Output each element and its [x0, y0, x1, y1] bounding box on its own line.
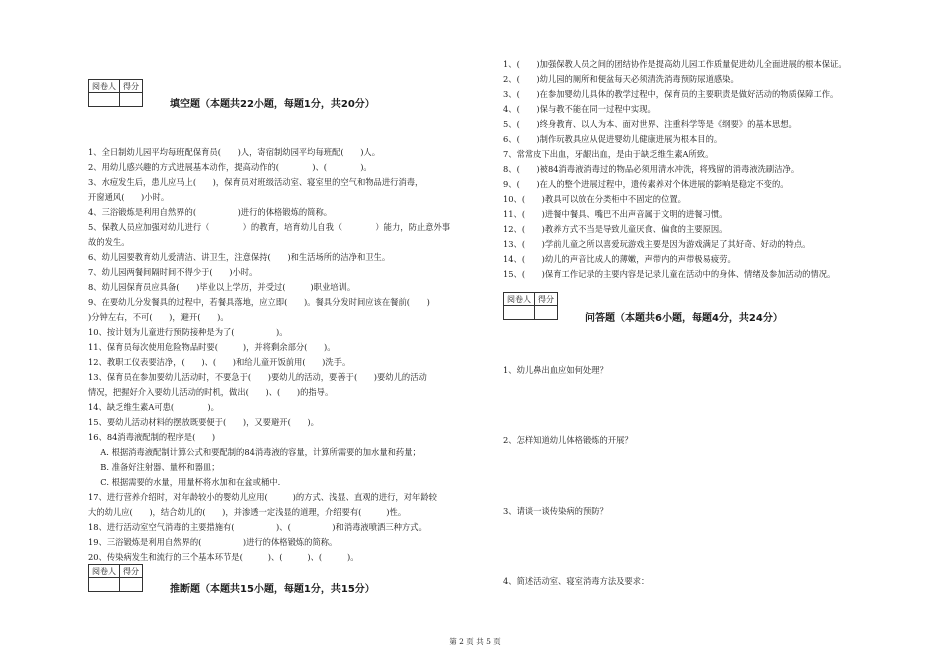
score-cell — [120, 578, 143, 592]
fill-line: 故的发生。 — [88, 237, 130, 247]
qa-question: 2、怎样知道幼儿体格锻炼的开展？ — [503, 435, 633, 445]
fill-line: 3、水痘发生后，患儿应马上( )，保育员对班级活动室、寝室里的空气和物品进行消毒， — [88, 177, 424, 187]
fill-line: 大的幼儿应( )，结合幼儿的( )，并渗透一定浅显的道理，介绍要有( )性。 — [88, 507, 407, 517]
fill-line: 1、全日制幼儿园平均每班配保育员( )人，寄宿制幼园平均每班配( )人。 — [88, 147, 381, 157]
score-box-qa — [503, 292, 558, 320]
reviewer-cell — [89, 93, 120, 107]
fill-line: 20、传染病发生和流行的三个基本环节是( )、( )、( )。 — [88, 552, 359, 562]
fill-line: 5、保教人员应加强对幼儿进行（ ）的教育，培育幼儿自我（ ）能力，防止意外事 — [88, 222, 451, 232]
fill-line: 12、教职工仪表要洁净，( )、( )和给儿童开饭前用( )洗手。 — [88, 357, 351, 367]
score-cell — [120, 93, 143, 107]
fill-line: 8、幼儿园保育员应具备( )毕业以上学历，并受过( )职业培训。 — [88, 282, 356, 292]
reviewer-cell — [89, 578, 120, 592]
score-box-judge — [88, 564, 143, 592]
score-label: 得分 — [120, 80, 143, 93]
fill-line: 4、三浴锻炼是利用自然界的( )进行的体格锻炼的简称。 — [88, 207, 333, 217]
judge-line: 1、( )加强保教人员之间的团结协作是提高幼儿园工作质量促进幼儿全面进展的根本保证。 — [503, 59, 847, 69]
judge-line: 2、( )幼儿园的厕所和便盆每天必须清洗消毒预防尿道感染。 — [503, 74, 739, 84]
judge-line: 3、( )在参加婴幼儿具体的教学过程中，保育员的主要职责是做好活动的物质保障工作。 — [503, 89, 839, 99]
page-footer: 第 2 页 共 5 页 — [449, 637, 501, 646]
fill-line: 19、三浴锻炼是利用自然界的( )进行的体格锻炼的简称。 — [88, 537, 338, 547]
fill-line: 14、缺乏维生素A可患( )。 — [88, 402, 219, 412]
fill-line: 2、用幼儿感兴趣的方式进展基本动作，提高动作的( )、( )。 — [88, 162, 372, 172]
fill-line: 开窗通风( )小时。 — [88, 192, 170, 202]
section-title-judge: 推断题（本题共15小题，每题1分，共15分） — [170, 584, 375, 595]
judge-line: 9、( )在人的整个进展过程中，遗传素养对个体进展的影响是稳定不变的。 — [503, 179, 789, 189]
judge-line: 7、常常皮下出血，牙龈出血，是由于缺乏维生素A所致。 — [503, 149, 714, 159]
judge-line: 15、( )保育工作记录的主要内容是记录儿童在活动中的身体、情绪及参加活动的情况。 — [503, 269, 836, 279]
qa-question: 3、请谈一谈传染病的预防？ — [503, 506, 608, 516]
judge-line: 4、( )保与教不能在同一过程中实现。 — [503, 104, 656, 114]
judge-line: 6、( )制作玩教具应从促进婴幼儿健康进展为根本目的。 — [503, 134, 723, 144]
reviewer-label: 阅卷人 — [504, 293, 535, 306]
fill-line: 18、进行活动室空气消毒的主要措施有( )、( )和消毒液喷洒三种方式。 — [88, 522, 427, 532]
fill-line: )分钟左右，不可( )，避开( )。 — [88, 312, 229, 322]
judge-line: 10、( )教具可以放在分类柜中不固定的位置。 — [503, 194, 686, 204]
section-title-fill: 填空题（本题共22小题，每题1分，共20分） — [170, 99, 375, 110]
fill-option: B. 准备好注射器、量杯和器皿； — [92, 462, 220, 472]
fill-line: 15、要幼儿活动材料的摆放既要便于( )，又要避开( )。 — [88, 417, 319, 427]
qa-question: 1、幼儿鼻出血应如何处理？ — [503, 365, 608, 375]
fill-line: 13、保育员在参加要幼儿活动时，不要急于( )要幼儿的活动，要善于( )要幼儿的活动 — [88, 372, 427, 382]
judge-line: 11、( )进餐中餐具、嘴巴不出声音属于文明的进餐习惯。 — [503, 209, 728, 219]
fill-option: C. 根据需要的水量，用量杯将水加和在盆或桶中. — [92, 477, 281, 487]
reviewer-cell — [504, 306, 535, 320]
fill-line: 6、幼儿园要教育幼儿爱清洁、讲卫生，注意保持( )和生活场所的洁净和卫生。 — [88, 252, 391, 262]
judge-line: 13、( )学前儿童之所以喜爱玩游戏主要是因为游戏满足了其好奇、好动的特点。 — [503, 239, 811, 249]
reviewer-label: 阅卷人 — [89, 565, 120, 578]
fill-line: 9、在要幼儿分发餐具的过程中，若餐具落地，应立即( )。餐具分发时间应该在餐前( ) — [88, 297, 430, 307]
fill-line: 17、进行营养介绍时，对年龄较小的婴幼儿应用( )的方式、浅显、直观的进行，对年龄较 — [88, 492, 437, 502]
judge-line: 14、( )幼儿的声音比成人的薄嫩，声带内的声带极易疲劳。 — [503, 254, 736, 264]
fill-line: 11、保育员每次使用危险物品时要( )，并将剩余部分( )。 — [88, 342, 336, 352]
fill-line: 16、84消毒液配制的程序是( ) — [88, 432, 216, 442]
judge-line: 8、( )被84消毒液消毒过的物品必须用清水冲洗，将残留的消毒液洗刷洁净。 — [503, 164, 800, 174]
score-box-fill — [88, 79, 143, 107]
fill-option: A. 根据消毒液配制计算公式和要配制的84消毒液的容量，计算所需要的加水量和药量； — [92, 447, 421, 457]
score-label: 得分 — [535, 293, 558, 306]
section-title-qa: 问答题（本题共6小题，每题4分，共24分） — [585, 313, 783, 324]
score-cell — [535, 306, 558, 320]
score-label: 得分 — [120, 565, 143, 578]
fill-line: 情况，把握好介入要幼儿活动的时机，做出( )、( )的指导。 — [88, 387, 334, 397]
fill-line: 10、按计划为儿童进行预防接种是为了( )。 — [88, 327, 288, 337]
judge-line: 12、( )教养方式不当是导致儿童厌食、偏食的主要原因。 — [503, 224, 728, 234]
judge-line: 5、( )终身教育、以人为本、面对世界、注重科学等是《纲要》的基本思想。 — [503, 119, 797, 129]
fill-line: 7、幼儿园两餐间隔时间不得少于( )小时。 — [88, 267, 258, 277]
qa-question: 4、简述活动室、寝室消毒方法及要求： — [503, 576, 650, 586]
reviewer-label: 阅卷人 — [89, 80, 120, 93]
